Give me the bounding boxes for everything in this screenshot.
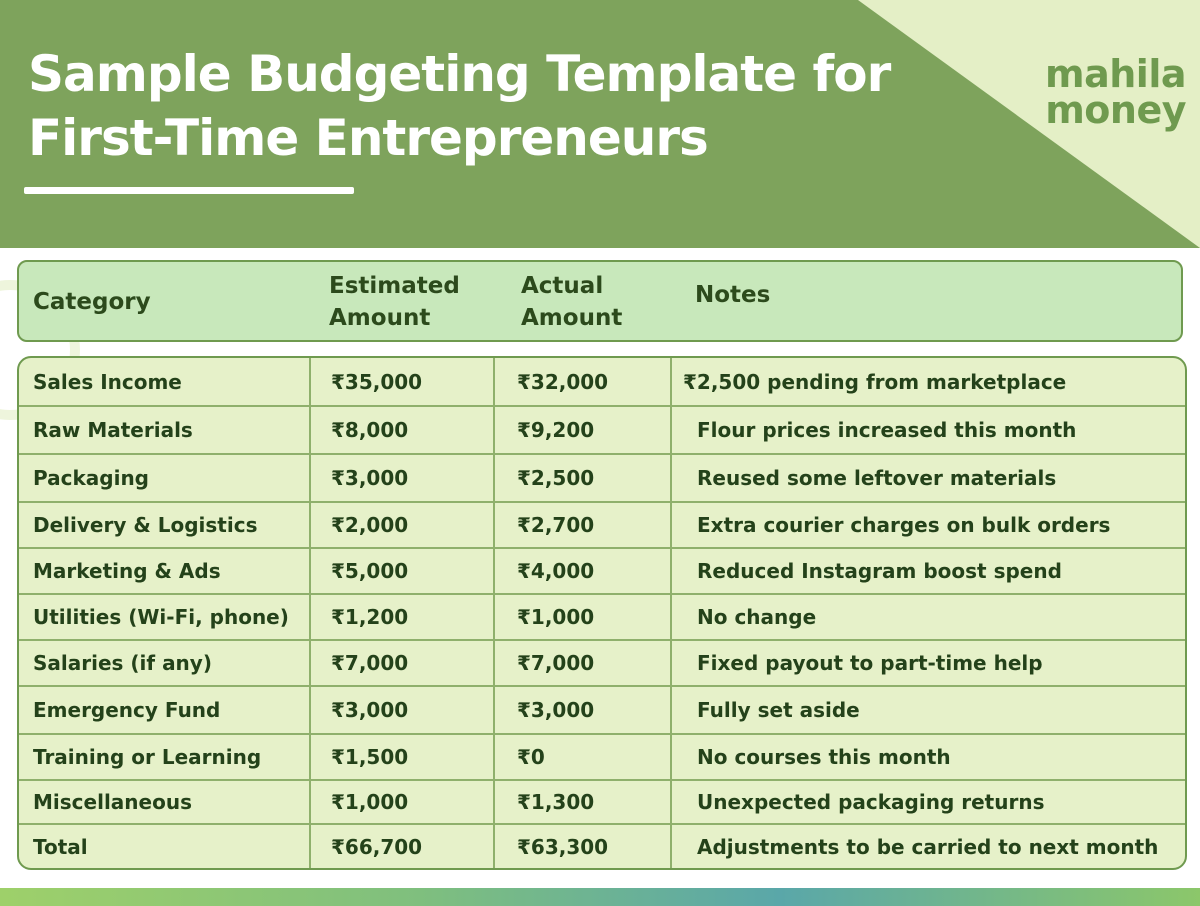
table-row bbox=[19, 406, 1185, 454]
cell-estimated: ₹3,000 bbox=[331, 466, 409, 490]
column-header-estimated: Estimated Amount bbox=[329, 273, 460, 331]
cell-category: Emergency Fund bbox=[33, 698, 221, 722]
cell-actual: ₹0 bbox=[517, 745, 545, 769]
table-row bbox=[19, 734, 1185, 780]
table-row bbox=[19, 780, 1185, 824]
cell-actual: ₹63,300 bbox=[517, 835, 609, 859]
cell-notes: Extra courier charges on bulk orders bbox=[697, 513, 1111, 537]
cell-estimated: ₹8,000 bbox=[331, 418, 409, 442]
cell-actual: ₹2,500 bbox=[517, 466, 595, 490]
cell-notes: No courses this month bbox=[697, 745, 951, 769]
cell-category: Raw Materials bbox=[33, 418, 193, 442]
logo-line-1: mahila bbox=[1045, 52, 1186, 96]
table-row bbox=[19, 358, 1185, 406]
cell-estimated: ₹3,000 bbox=[331, 698, 409, 722]
cell-estimated: ₹7,000 bbox=[331, 651, 409, 675]
cell-category: Miscellaneous bbox=[33, 790, 192, 814]
cell-category: Sales Income bbox=[33, 370, 182, 394]
column-header-actual: Actual Amount bbox=[521, 273, 623, 331]
column-header-notes: Notes bbox=[695, 282, 771, 308]
cell-estimated: ₹1,000 bbox=[331, 790, 409, 814]
cell-notes: Fixed payout to part-time help bbox=[697, 651, 1043, 675]
cell-estimated: ₹1,200 bbox=[331, 605, 409, 629]
cell-actual: ₹3,000 bbox=[517, 698, 595, 722]
cell-category: Total bbox=[33, 835, 88, 859]
cell-category: Delivery & Logistics bbox=[33, 513, 258, 537]
table-row bbox=[19, 594, 1185, 640]
cell-notes: Reused some leftover materials bbox=[697, 466, 1057, 490]
cell-actual: ₹1,000 bbox=[517, 605, 595, 629]
cell-notes: Reduced Instagram boost spend bbox=[697, 559, 1062, 583]
title-line-1: Sample Budgeting Template for bbox=[28, 45, 891, 103]
cell-actual: ₹9,200 bbox=[517, 418, 595, 442]
cell-notes: No change bbox=[697, 605, 817, 629]
brand-logo bbox=[1045, 52, 1186, 132]
cell-notes: Unexpected packaging returns bbox=[697, 790, 1045, 814]
cell-category: Utilities (Wi-Fi, phone) bbox=[33, 605, 289, 629]
cell-actual: ₹2,700 bbox=[517, 513, 595, 537]
cell-actual: ₹32,000 bbox=[517, 370, 609, 394]
cell-notes: Flour prices increased this month bbox=[697, 418, 1077, 442]
column-header-category: Category bbox=[33, 289, 151, 315]
cell-estimated: ₹2,000 bbox=[331, 513, 409, 537]
page-title bbox=[28, 42, 928, 170]
logo-line-2: money bbox=[1045, 88, 1186, 132]
cell-notes: Adjustments to be carried to next month bbox=[697, 835, 1159, 859]
footer-gradient-bar bbox=[0, 888, 1200, 906]
cell-category: Packaging bbox=[33, 466, 149, 490]
title-line-2: First-Time Entrepreneurs bbox=[28, 109, 708, 167]
budget-table bbox=[17, 356, 1187, 870]
cell-actual: ₹7,000 bbox=[517, 651, 595, 675]
title-underline bbox=[24, 187, 354, 194]
table-row bbox=[19, 502, 1185, 548]
cell-estimated: ₹66,700 bbox=[331, 835, 423, 859]
cell-estimated: ₹1,500 bbox=[331, 745, 409, 769]
table-row bbox=[19, 686, 1185, 734]
cell-category: Training or Learning bbox=[33, 745, 262, 769]
total-row bbox=[19, 824, 1185, 870]
cell-notes: ₹2,500 pending from marketplace bbox=[683, 370, 1067, 394]
table-header bbox=[17, 260, 1183, 342]
cell-notes: Fully set aside bbox=[697, 698, 860, 722]
cell-category: Salaries (if any) bbox=[33, 651, 212, 675]
cell-actual: ₹1,300 bbox=[517, 790, 595, 814]
table-row bbox=[19, 548, 1185, 594]
cell-estimated: ₹5,000 bbox=[331, 559, 409, 583]
table-row bbox=[19, 640, 1185, 686]
table-row bbox=[19, 454, 1185, 502]
cell-actual: ₹4,000 bbox=[517, 559, 595, 583]
cell-estimated: ₹35,000 bbox=[331, 370, 423, 394]
cell-category: Marketing & Ads bbox=[33, 559, 221, 583]
